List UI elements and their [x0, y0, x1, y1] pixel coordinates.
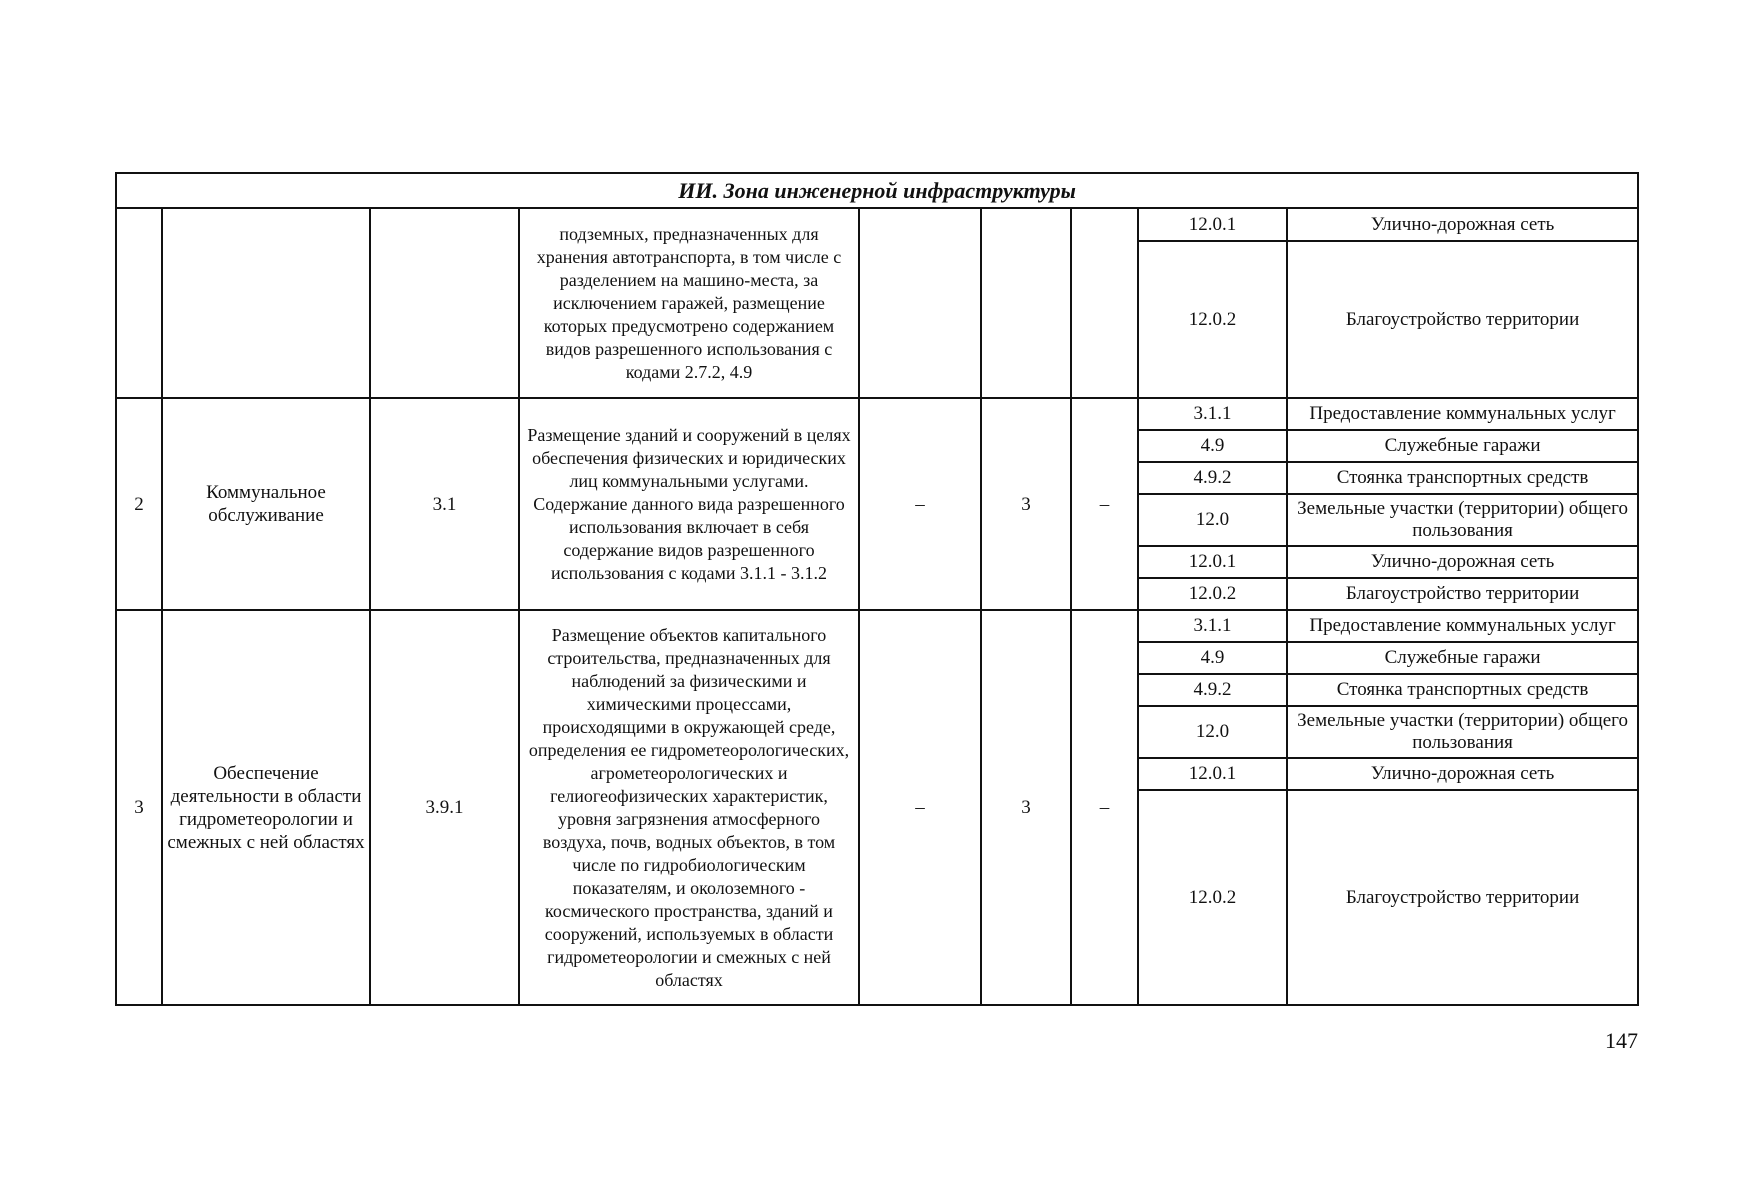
sub-name: Служебные гаражи	[1287, 430, 1638, 462]
sub-code: 3.1.1	[1138, 398, 1287, 430]
sub-code: 3.1.1	[1138, 610, 1287, 642]
table-row	[116, 208, 1638, 241]
row-use-name	[162, 208, 370, 398]
sub-name: Земельные участки (территории) общего пользования	[1287, 706, 1638, 758]
sub-code: 4.9	[1138, 642, 1287, 674]
row-col5	[859, 208, 981, 398]
row-number: 2	[116, 398, 162, 610]
row-use-code: 3.9.1	[370, 610, 519, 1005]
row-col7	[1071, 208, 1138, 398]
sub-code: 12.0.2	[1138, 241, 1287, 398]
sub-code: 12.0.2	[1138, 578, 1287, 610]
row-use-code: 3.1	[370, 398, 519, 610]
sub-name: Улично-дорожная сеть	[1287, 208, 1638, 241]
section-title: ИИ. Зона инженерной инфраструктуры	[116, 173, 1638, 208]
row-use-name: Обеспечение деятельности в области гидрометеорологии и смежных с ней областях	[162, 610, 370, 1005]
sub-name: Служебные гаражи	[1287, 642, 1638, 674]
sub-code: 4.9.2	[1138, 462, 1287, 494]
sub-name: Стоянка транспортных средств	[1287, 462, 1638, 494]
table-row	[116, 610, 1638, 642]
sub-code: 12.0	[1138, 706, 1287, 758]
row-use-name: Коммунальное обслуживание	[162, 398, 370, 610]
sub-name: Предоставление коммунальных услуг	[1287, 610, 1638, 642]
sub-name: Благоустройство территории	[1287, 241, 1638, 398]
row-col6: 3	[981, 610, 1071, 1005]
row-use-code	[370, 208, 519, 398]
sub-name: Благоустройство территории	[1287, 790, 1638, 1005]
row-col7: –	[1071, 398, 1138, 610]
sub-code: 12.0.1	[1138, 546, 1287, 578]
zoning-table	[115, 172, 1639, 1006]
row-description: Размещение зданий и сооружений в целях обеспечения физических и юридических лиц коммунальными услугами. Содержание данного вида разрешенного использования включает в себя содержание видов разрешенного использования с кодами 3.1.1 - 3.1.2	[519, 398, 859, 610]
sub-name: Стоянка транспортных средств	[1287, 674, 1638, 706]
sub-name: Улично-дорожная сеть	[1287, 546, 1638, 578]
sub-code: 12.0.2	[1138, 790, 1287, 1005]
sub-code: 4.9	[1138, 430, 1287, 462]
row-col6: 3	[981, 398, 1071, 610]
row-col5: –	[859, 610, 981, 1005]
row-col7: –	[1071, 610, 1138, 1005]
sub-code: 12.0.1	[1138, 208, 1287, 241]
row-number	[116, 208, 162, 398]
sub-name: Благоустройство территории	[1287, 578, 1638, 610]
table-row	[116, 398, 1638, 430]
sub-name: Земельные участки (территории) общего пользования	[1287, 494, 1638, 546]
page-number: 147	[1605, 1028, 1638, 1053]
sub-name: Предоставление коммунальных услуг	[1287, 398, 1638, 430]
row-description: подземных, предназначенных для хранения автотранспорта, в том числе с разделением на машино-места, за исключением гаражей, размещение которых предусмотрено содержанием видов разрешенного использования с кодами 2.7.2, 4.9	[519, 208, 859, 398]
row-col5: –	[859, 398, 981, 610]
sub-code: 4.9.2	[1138, 674, 1287, 706]
row-col6	[981, 208, 1071, 398]
sub-code: 12.0.1	[1138, 758, 1287, 790]
row-description: Размещение объектов капитального строительства, предназначенных для наблюдений за физическими и химическими процессами, происходящими в окружающей среде, определения ее гидрометеорологических, агрометеорологических и гелиогеофизических характеристик, уровня загрязнения атмосферного воздуха, почв, водных объектов, в том числе по гидробиологическим показателям, и околоземного - космического пространства, зданий и сооружений, используемых в области гидрометеорологии и смежных с ней областях	[519, 610, 859, 1005]
sub-name: Улично-дорожная сеть	[1287, 758, 1638, 790]
row-number: 3	[116, 610, 162, 1005]
section-title-row	[116, 173, 1638, 208]
sub-code: 12.0	[1138, 494, 1287, 546]
